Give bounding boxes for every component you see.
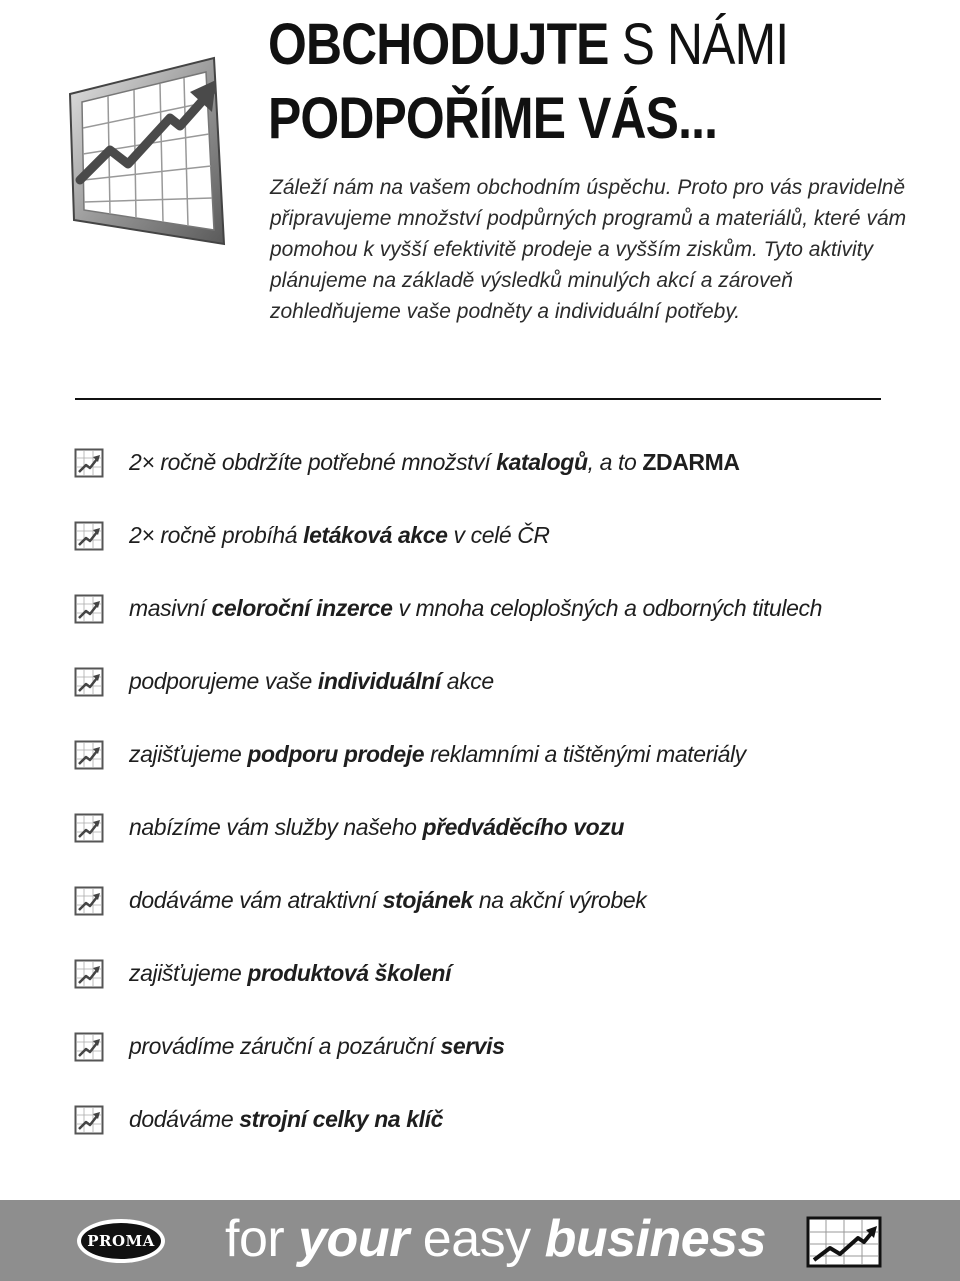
benefit-text-pre: dodáváme (129, 1106, 240, 1132)
chart-bullet-icon (74, 740, 104, 770)
benefit-text-caps: ZDARMA (642, 449, 740, 475)
benefit-text-post: , a to (587, 449, 643, 475)
benefit-item (74, 442, 822, 515)
benefit-item (74, 661, 822, 734)
page-title (268, 8, 788, 156)
benefit-text-pre: nabízíme vám služby našeho (129, 814, 423, 840)
benefit-text-bold: stojánek (382, 887, 473, 913)
benefit-item (74, 515, 822, 588)
benefit-text (129, 442, 740, 482)
benefit-text-pre: podporujeme vaše (129, 668, 318, 694)
benefit-text (129, 734, 746, 774)
benefit-text-pre: 2× ročně probíhá (129, 522, 304, 548)
growth-chart-icon (62, 52, 232, 252)
benefit-text (129, 880, 646, 920)
slogan-word-4: business (544, 1210, 766, 1268)
benefit-item (74, 880, 822, 953)
benefit-text (129, 1026, 505, 1066)
benefit-text-pre: provádíme záruční a pozáruční (129, 1033, 441, 1059)
title-line1-light: S NÁMI (621, 12, 789, 77)
benefit-text-bold: letáková akce (303, 522, 448, 548)
chart-bullet-icon (74, 448, 104, 478)
benefit-text (129, 588, 822, 628)
benefit-text-bold: individuální (317, 668, 441, 694)
benefit-text-bold: katalogů (496, 449, 588, 475)
benefit-text-bold: servis (440, 1033, 505, 1059)
footer-band (0, 1200, 960, 1281)
benefit-item (74, 734, 822, 807)
benefit-text (129, 515, 550, 555)
benefit-text (129, 661, 494, 701)
logo-text: PROMA (87, 1232, 155, 1250)
benefit-text-post: na akční výrobek (472, 887, 647, 913)
chart-bullet-icon (74, 521, 104, 551)
benefit-item (74, 807, 822, 880)
chart-bullet-icon (74, 886, 104, 916)
chart-bullet-icon (74, 667, 104, 697)
benefit-text-pre: zajišťujeme (129, 960, 248, 986)
chart-bullet-icon (74, 594, 104, 624)
benefit-text-post: v celé ČR (447, 522, 550, 548)
benefit-item (74, 588, 822, 661)
benefit-text-bold: předváděcího vozu (422, 814, 624, 840)
chart-bullet-icon (74, 1105, 104, 1135)
benefit-item (74, 953, 822, 1026)
chart-bullet-icon (74, 1032, 104, 1062)
slogan-word-1: for (225, 1210, 285, 1268)
title-line1-bold: OBCHODUJTE (268, 12, 609, 77)
benefit-text-pre: dodáváme vám atraktivní (129, 887, 383, 913)
slogan (225, 1204, 766, 1274)
benefit-text (129, 953, 451, 993)
benefit-text (129, 807, 624, 847)
benefit-item (74, 1026, 822, 1099)
title-line2: PODPOŘÍME VÁS... (268, 86, 718, 151)
benefit-list (74, 442, 822, 1172)
chart-bullet-icon (74, 959, 104, 989)
benefit-item (74, 1099, 822, 1172)
proma-logo (77, 1219, 165, 1263)
slogan-word-3: easy (422, 1210, 531, 1268)
benefit-text-pre: masivní (129, 595, 212, 621)
intro-paragraph: Záleží nám na vašem obchodním úspěchu. Proto pro vás pravidelně připravujeme množství podpůrných programů a materiálů, které vám pomohou k vyšší efektivitě prodeje a vyšším ziskům. Tyto aktivity plánujeme na základě výsledků minulých akcí a zároveň zohledňujeme vaše podněty a individuální potřeby. (270, 176, 907, 323)
chart-bullet-icon (74, 813, 104, 843)
benefit-text-post: reklamními a tištěnými materiály (424, 741, 746, 767)
slogan-word-2: your (298, 1210, 409, 1268)
benefit-text-pre: zajišťujeme (129, 741, 248, 767)
benefit-text-post: v mnoha celoplošných a odborných titulech (392, 595, 822, 621)
benefit-text-bold: celoroční inzerce (211, 595, 393, 621)
benefit-text-post: akce (440, 668, 494, 694)
benefit-text (129, 1099, 443, 1139)
benefit-text-pre: 2× ročně obdržíte potřebné množství (129, 449, 497, 475)
section-divider (75, 398, 881, 400)
growth-chart-icon (806, 1216, 882, 1268)
benefit-text-bold: podporu prodeje (247, 741, 425, 767)
benefit-text-bold: strojní celky na klíč (239, 1106, 444, 1132)
benefit-text-bold: produktová školení (247, 960, 452, 986)
